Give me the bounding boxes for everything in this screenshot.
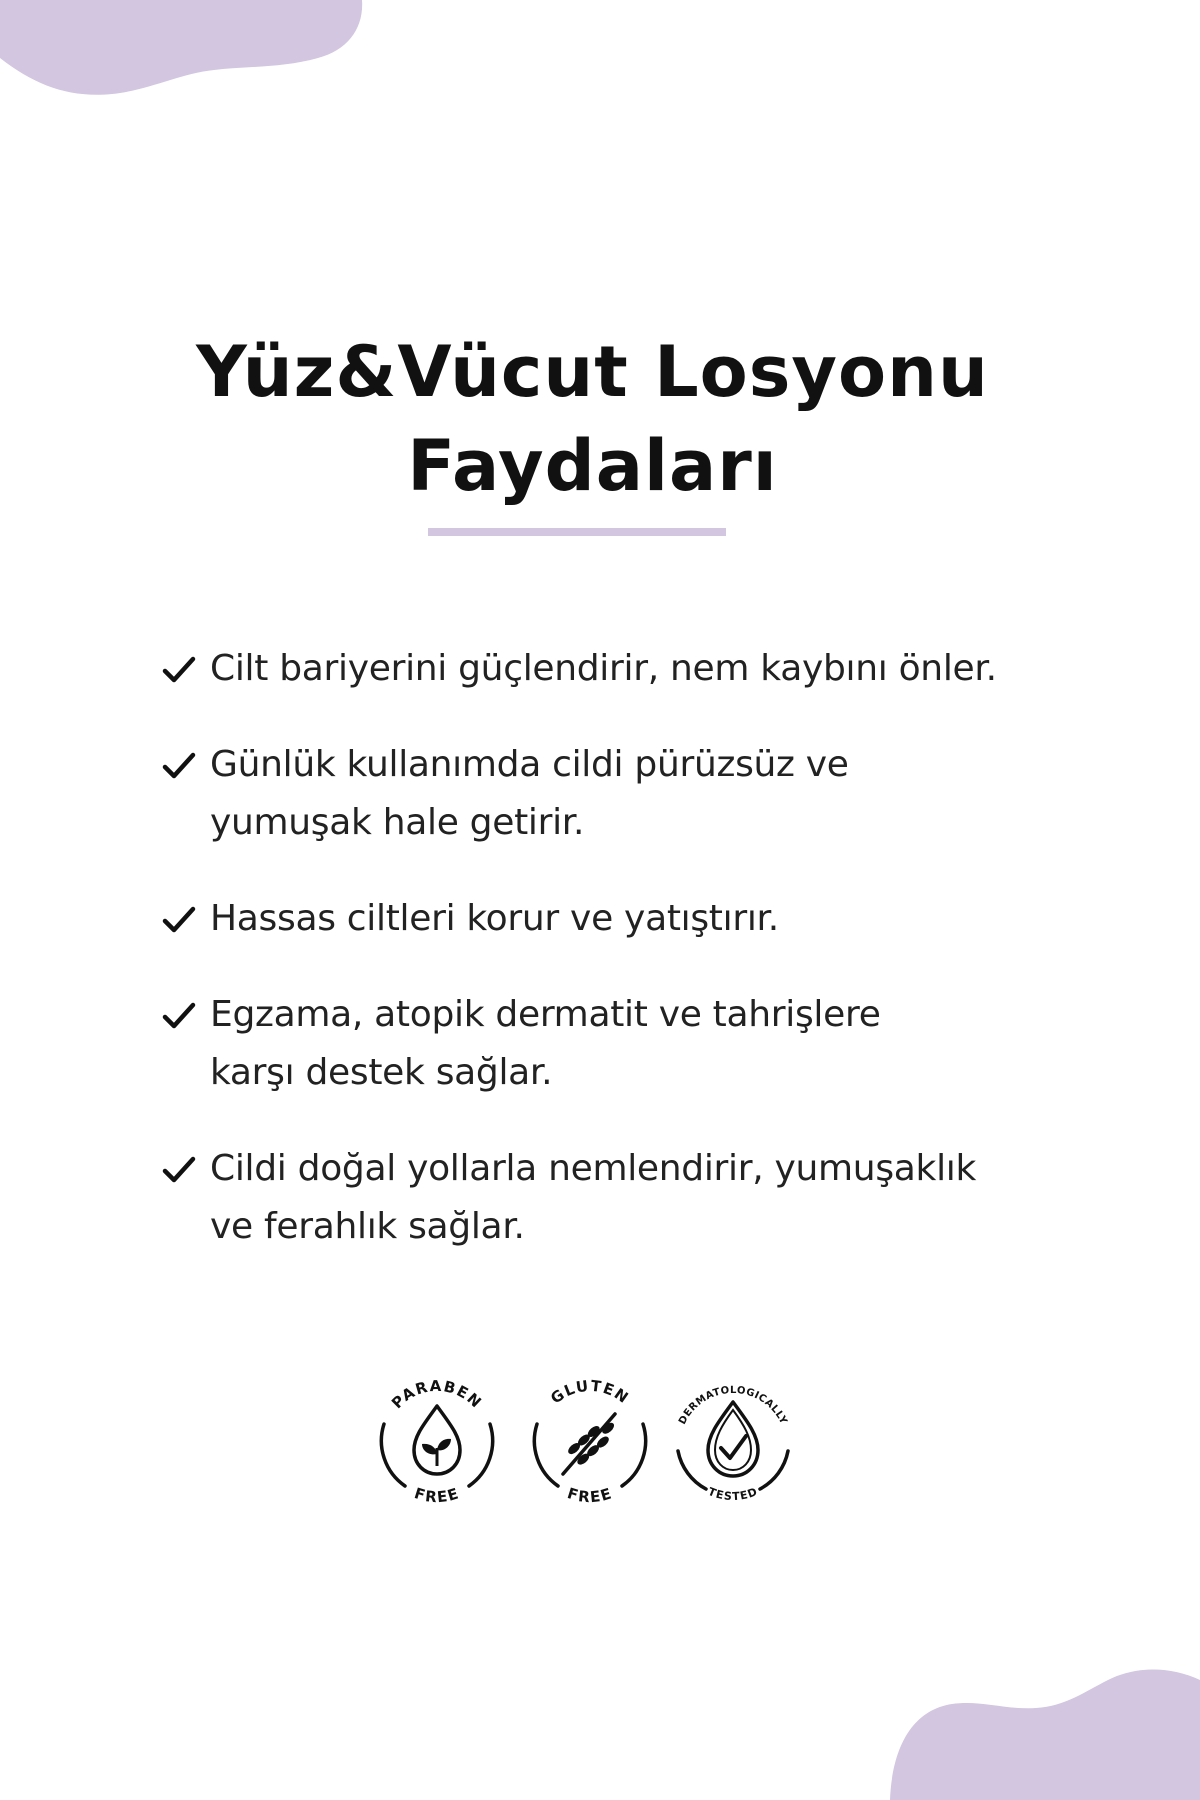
page-title-line-1: Yüz&Vücut Losyonu: [196, 331, 989, 413]
bottom-blob-shape: [890, 1670, 1200, 1800]
check-icon: [162, 656, 196, 684]
benefit-item: [160, 986, 1160, 1102]
svg-text:TESTED: [706, 1485, 760, 1503]
badge-bottom-text: TESTED: [706, 1484, 760, 1504]
benefit-item: [160, 736, 1160, 852]
badge-top-text: GLUTEN: [547, 1376, 633, 1408]
page-title-line-2: Faydaları: [407, 425, 778, 507]
drop-leaf-icon: [414, 1406, 460, 1474]
svg-text:FREE: [565, 1484, 615, 1506]
svg-text:DERMATOLOGICALLY: [677, 1385, 789, 1427]
benefit-text-line-2: ve ferahlık sağlar.: [210, 1206, 525, 1247]
certification-badges: [362, 1366, 812, 1516]
benefits-list: [160, 640, 1160, 1294]
top-left-decorative-blob: [0, 0, 370, 100]
wheat-icon: [563, 1414, 621, 1474]
paraben-free-badge: [362, 1366, 512, 1516]
benefit-text-line-1: Günlük kullanımda cildi pürüzsüz ve: [210, 744, 849, 785]
benefit-text: Hassas ciltleri korur ve yatıştırır.: [210, 898, 779, 939]
svg-text:FREE: [412, 1484, 462, 1506]
check-icon: [162, 906, 196, 934]
benefit-text-line-1: Egzama, atopik dermatit ve tahrişlere: [210, 994, 881, 1035]
badge-top-text: PARABEN: [387, 1376, 486, 1413]
check-icon: [162, 1002, 196, 1030]
dermatologically-tested-badge: [658, 1366, 808, 1516]
benefit-item: [160, 1140, 1160, 1256]
benefit-item: [160, 890, 1160, 948]
benefit-text-line-2: karşı destek sağlar.: [210, 1052, 553, 1093]
benefit-item: [160, 640, 1160, 698]
badge-bottom-text: FREE: [565, 1484, 615, 1507]
check-icon: [162, 1156, 196, 1184]
benefit-text-line-2: yumuşak hale getirir.: [210, 802, 585, 843]
check-icon: [162, 752, 196, 780]
benefit-text: Cilt bariyerini güçlendirir, nem kaybını önler.: [210, 648, 997, 689]
top-blob-shape: [0, 0, 362, 95]
svg-text:GLUTEN: [547, 1377, 632, 1408]
badge-top-text: DERMATOLOGICALLY: [677, 1384, 789, 1427]
benefit-text-line-1: Cildi doğal yollarla nemlendirir, yumuşaklık: [210, 1148, 977, 1189]
gluten-free-badge: [515, 1366, 665, 1516]
title-underline: [428, 528, 726, 536]
bottom-right-decorative-blob: [890, 1660, 1200, 1800]
drop-check-icon: [708, 1402, 758, 1476]
page-title: [0, 325, 1185, 513]
badge-bottom-text: FREE: [412, 1484, 462, 1507]
